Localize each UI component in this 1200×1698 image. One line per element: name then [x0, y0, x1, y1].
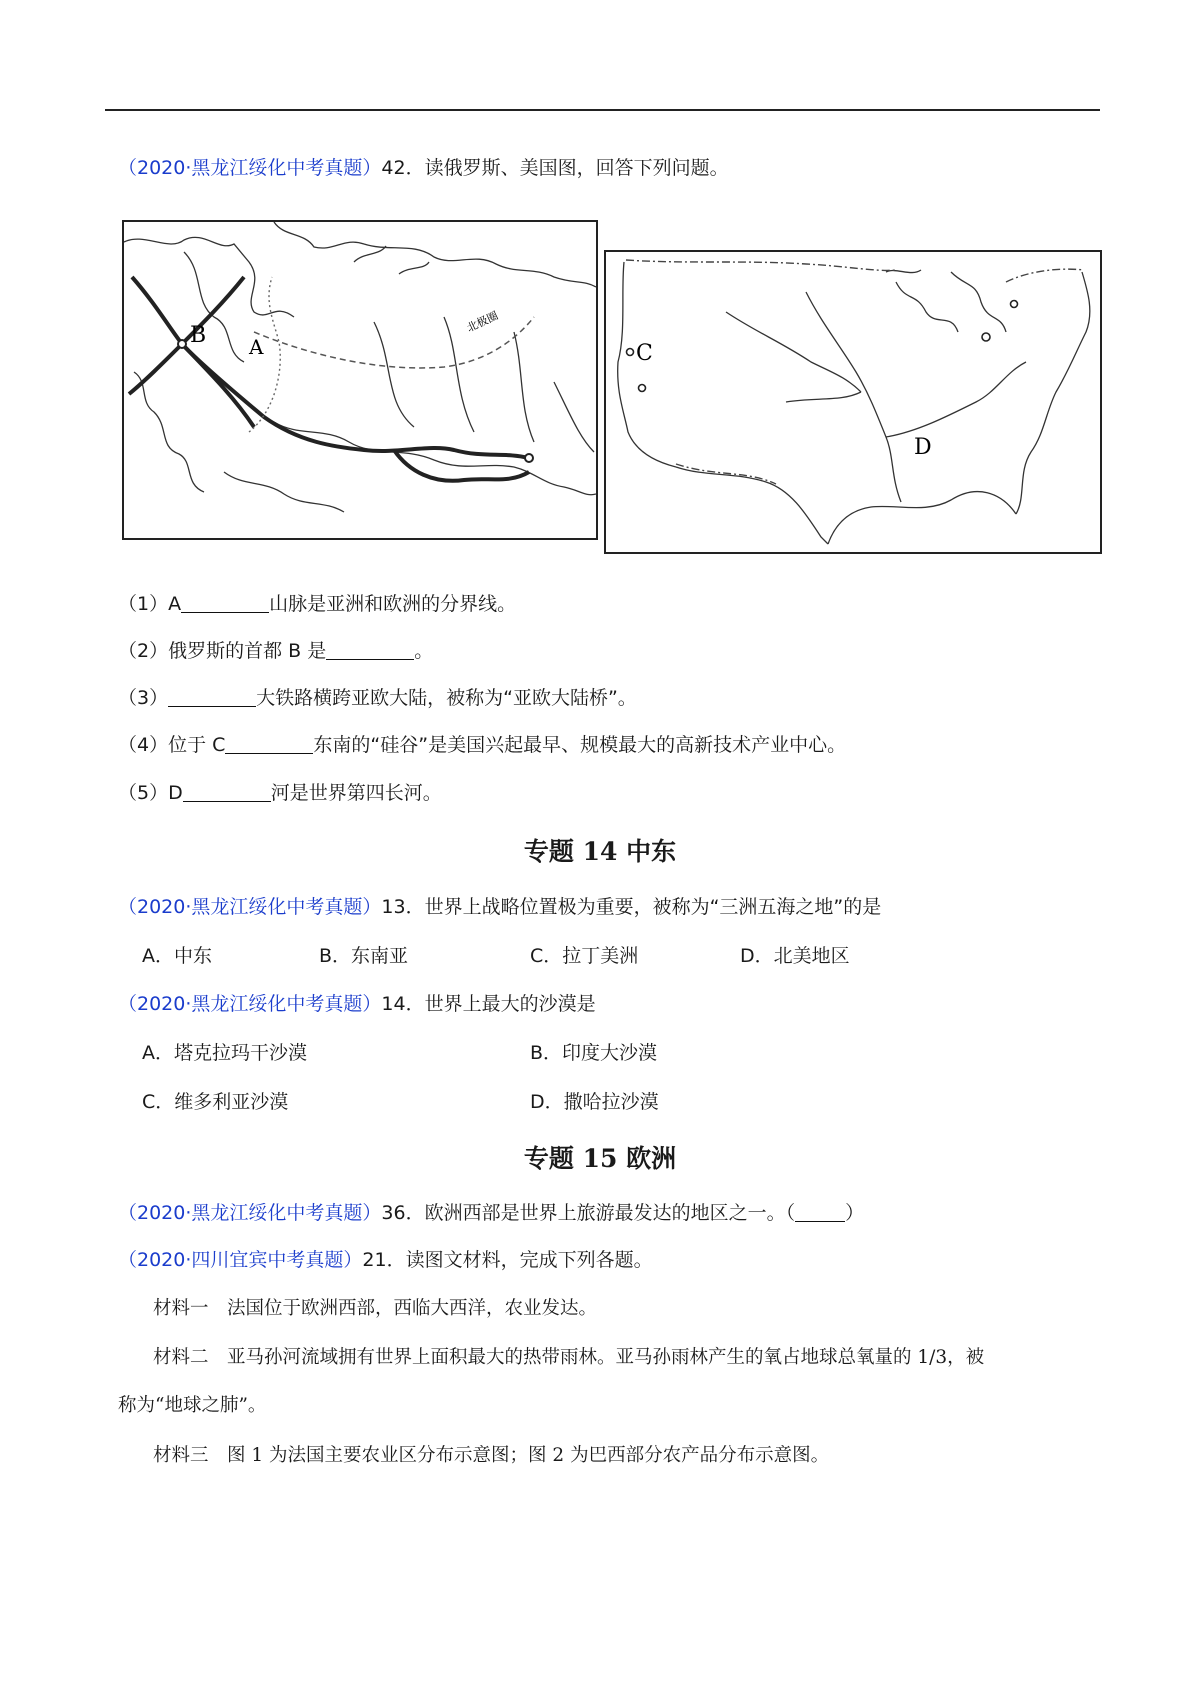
q13-source: （2020·黑龙江绥化中考真题） — [118, 896, 382, 918]
q21-source: （2020·四川宜宾中考真题） — [118, 1249, 363, 1271]
q21-text: 21．读图文材料，完成下列各题。 — [362, 1249, 653, 1271]
q14-option-a[interactable]: A．塔克拉玛干沙漠 — [142, 1042, 307, 1064]
answer-blank[interactable] — [181, 592, 269, 613]
material-1: 材料一 法国位于欧洲西部，西临大西洋，农业发达。 — [153, 1298, 598, 1319]
q36-text: 36．欧洲西部是世界上旅游最发达的地区之一。（ — [381, 1202, 796, 1224]
topic-14-heading: 专题 14 中东 — [523, 837, 677, 866]
material-3: 材料三 图 1 为法国主要农业区分布示意图；图 2 为巴西部分农产品分布示意图。 — [153, 1445, 830, 1466]
q42-sub-4: （4）位于 C 东南的“硅谷”是美国兴起最早、规模最大的高新技术产业中心。 — [118, 734, 847, 756]
q42-sub-1: （1）A 山脉是亚洲和欧洲的分界线。 — [118, 593, 517, 615]
answer-blank[interactable] — [326, 639, 414, 660]
q13-line — [118, 894, 881, 920]
q36-line: （2020·黑龙江绥化中考真题）36．欧洲西部是世界上旅游最发达的地区之一。（ ） — [118, 1202, 865, 1224]
q13-option-d[interactable]: D．北美地区 — [740, 945, 850, 967]
usa-map-image — [606, 252, 1100, 552]
q13-option-a[interactable]: A．中东 — [142, 945, 212, 967]
q21-line — [118, 1247, 653, 1273]
answer-blank[interactable] — [183, 781, 271, 802]
q14-option-c[interactable]: C．维多利亚沙漠 — [142, 1091, 289, 1113]
q42-sub-5: （5）D 河是世界第四长河。 — [118, 782, 442, 804]
q13-text: 13．世界上战略位置极为重要，被称为“三洲五海之地”的是 — [381, 896, 882, 918]
topic-15-heading: 专题 15 欧洲 — [523, 1144, 677, 1173]
q14-line — [118, 991, 596, 1017]
map-label-arctic: 北极圈 — [464, 308, 501, 335]
answer-blank[interactable] — [795, 1201, 845, 1222]
q42-source: （2020·黑龙江绥化中考真题） — [118, 157, 382, 179]
q36-source: （2020·黑龙江绥化中考真题） — [118, 1202, 382, 1224]
q13-option-b[interactable]: B．东南亚 — [319, 945, 409, 967]
header-rule — [105, 109, 1100, 111]
q14-text: 14．世界上最大的沙漠是 — [381, 993, 596, 1015]
material-2-cont: 称为“地球之肺”。 — [118, 1395, 267, 1416]
q42-text: 42．读俄罗斯、美国图，回答下列问题。 — [381, 157, 729, 179]
map-label-a: A — [249, 335, 264, 359]
usa-map — [604, 250, 1102, 554]
russia-map-image — [124, 222, 596, 538]
q42-sub-3: （3） 大铁路横跨亚欧大陆，被称为“亚欧大陆桥”。 — [118, 687, 637, 709]
map-label-c: C — [636, 341, 653, 366]
q42-line — [118, 155, 729, 181]
answer-blank[interactable] — [168, 686, 256, 707]
material-2: 材料二 亚马孙河流域拥有世界上面积最大的热带雨林。亚马孙雨林产生的氧占地球总氧量的 1/3，被 — [153, 1347, 985, 1368]
q14-source: （2020·黑龙江绥化中考真题） — [118, 993, 382, 1015]
q13-option-c[interactable]: C．拉丁美洲 — [530, 945, 639, 967]
russia-map — [122, 220, 598, 540]
q14-option-b[interactable]: B．印度大沙漠 — [530, 1042, 658, 1064]
map-label-d: D — [914, 435, 932, 460]
answer-blank[interactable] — [225, 733, 313, 754]
q14-option-d[interactable]: D．撒哈拉沙漠 — [530, 1091, 659, 1113]
q42-sub-2: （2）俄罗斯的首都 B 是 。 — [118, 640, 434, 662]
map-label-b: B — [190, 323, 207, 348]
